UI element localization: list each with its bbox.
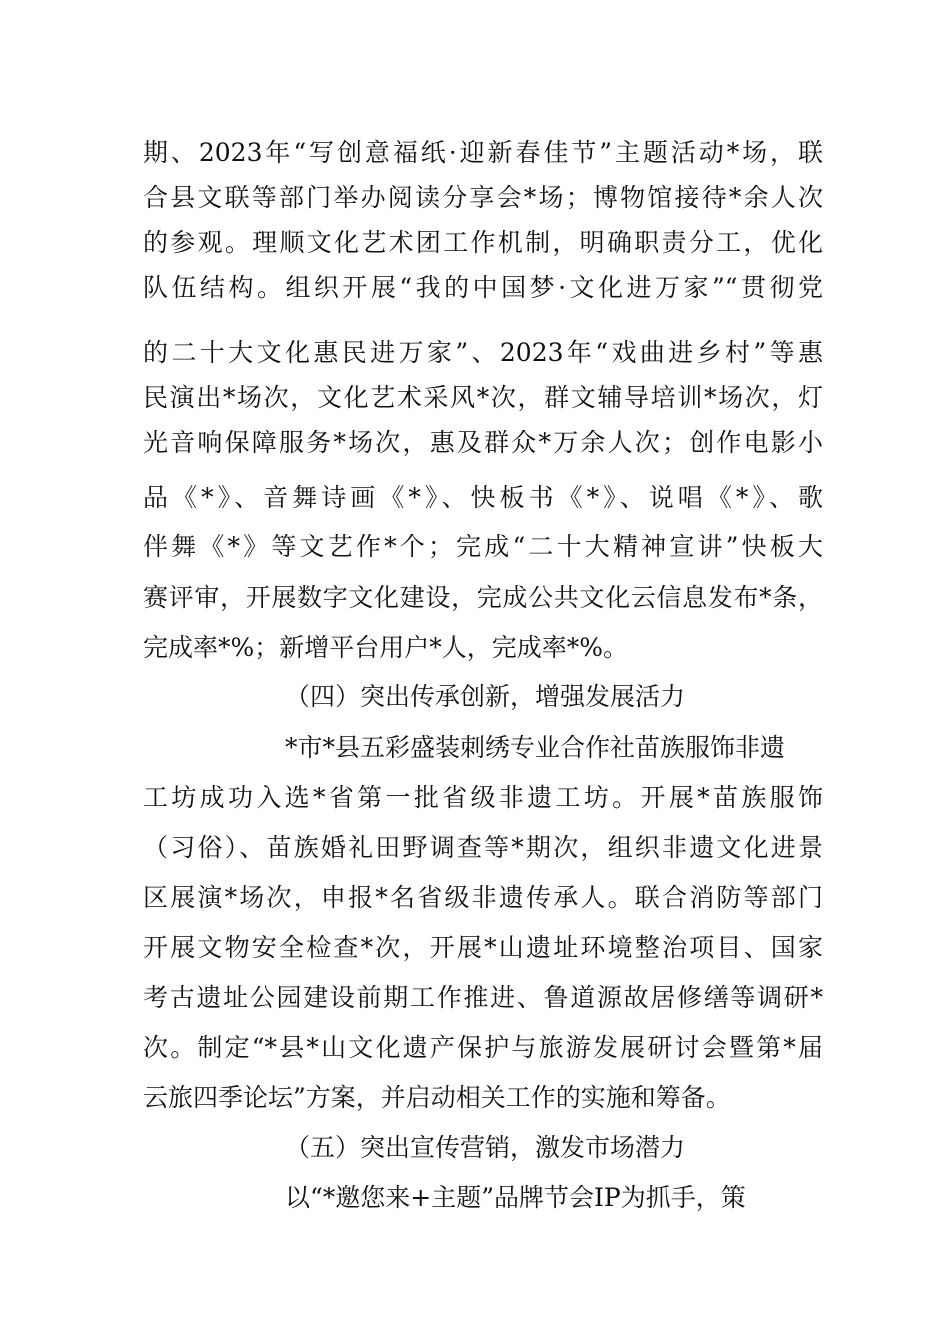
text-line: 云旅四季论坛”方案，并启动相关工作的实施和筹备。 [143,1083,731,1112]
text-line: 民演出*场次，文化艺术采风*次，群文辅导培训*场次，灯 [143,383,823,412]
section-heading-4: （四）突出传承创新，增强发展活力 [285,682,686,711]
text-line: 完成率*%；新增平台用户*人，完成率*%。 [143,633,629,662]
text-line: 期、2023年“写创意福纸·迎新春佳节”主题活动*场，联 [143,138,823,167]
text-line: 工坊成功入选*省第一批省级非遗工坊。开展*苗族服饰 [143,783,823,812]
section-heading-5: （五）突出宣传营销，激发市场潜力 [285,1133,686,1162]
text-line: 伴舞《*》等文艺作*个；完成“二十大精神宣讲”快板大 [143,532,823,561]
text-line: 的二十大文化惠民进万家”、2023年“戏曲进乡村”等惠 [143,338,823,367]
text-line: 品《*》、音舞诗画《*》、快板书《*》、说唱《*》、歌 [143,483,823,512]
text-line: 以“*邀您来+主题”品牌节会IP为抓手，策 [285,1183,746,1212]
text-line: 队伍结构。组织开展“我的中国梦·文化进万家”“贯彻党 [143,273,823,302]
text-line: 光音响保障服务*场次，惠及群众*万余人次；创作电影小 [143,428,823,457]
text-line: 开展文物安全检查*次，开展*山遗址环境整治项目、国家 [143,933,823,962]
text-line: 的参观。理顺文化艺术团工作机制，明确职责分工，优化 [143,228,823,257]
text-line: 考古遗址公园建设前期工作推进、鲁道源故居修缮等调研* [143,983,823,1012]
text-line: 区展演*场次，申报*名省级非遗传承人。联合消防等部门 [143,883,823,912]
text-line: （习俗）、苗族婚礼田野调查等*期次，组织非遗文化进景 [143,833,823,862]
text-line: *市*县五彩盛装刺绣专业合作社苗族服饰非遗 [285,733,786,762]
text-line: 次。制定“*县*山文化遗产保护与旅游发展研讨会暨第*届 [143,1033,823,1062]
text-line: 赛评审，开展数字文化建设，完成公共文化云信息发布*条， [143,583,823,612]
text-line: 合县文联等部门举办阅读分享会*场；博物馆接待*余人次 [143,183,823,212]
